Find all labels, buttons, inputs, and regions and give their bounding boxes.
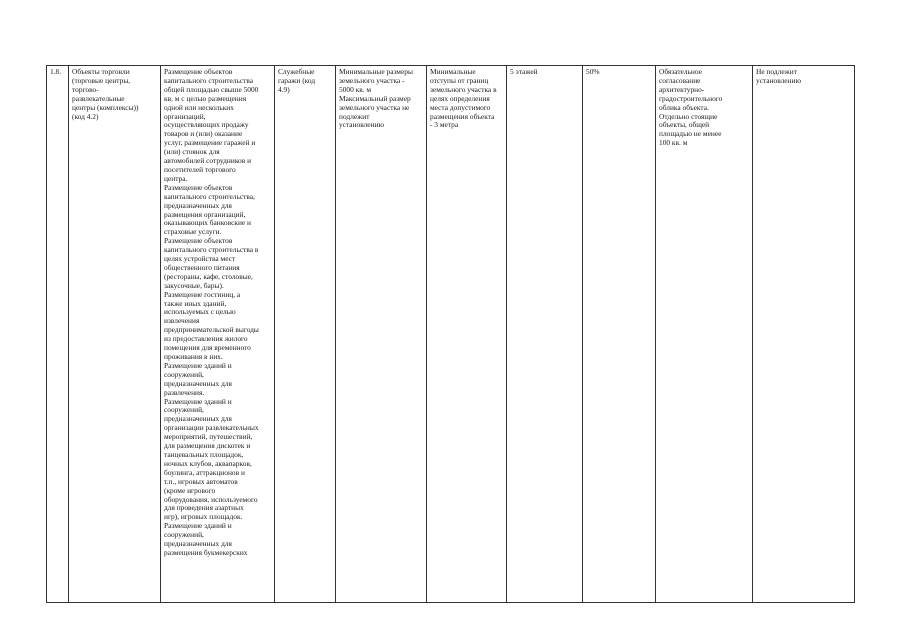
text-line: Обязательное: [659, 67, 702, 76]
text-line: градостроительного: [659, 93, 723, 103]
text-line: предназначенных для: [164, 200, 232, 210]
text-line: (кроме игрового: [164, 485, 216, 495]
text-line: сооружений,: [164, 530, 204, 540]
text-line: облика объекта.: [659, 102, 709, 112]
text-line: 50%: [586, 67, 600, 76]
text-line: (торговые центры,: [72, 75, 131, 85]
restrictions-cell: [753, 66, 855, 603]
text-line: боулинга, аттракционов и: [164, 467, 245, 477]
plot-size-cell: [336, 66, 427, 603]
text-line: посетителей торгового: [164, 164, 236, 174]
max-floors-cell: [507, 66, 583, 603]
text-line: оказывающих банковские и: [164, 218, 251, 228]
text-line: установлению: [339, 120, 385, 130]
plot-size-text: [339, 68, 424, 130]
text-line: Размещение зданий и: [164, 360, 232, 370]
text-line: предназначенных для: [164, 378, 232, 388]
text-line: 5000 кв. м: [339, 84, 372, 94]
text-line: для размещения дискотек и: [164, 441, 251, 451]
text-line: используемых с целью: [164, 307, 236, 317]
text-line: оборудования, используемого: [164, 494, 258, 504]
text-line: одной или нескольких: [164, 102, 234, 112]
other-params-text: [659, 68, 750, 148]
text-line: места допустимого: [430, 102, 491, 112]
auxiliary-use-cell: [275, 66, 336, 603]
text-line: земельного участка -: [339, 75, 405, 85]
text-line: 4.9): [278, 84, 290, 94]
text-line: проживания в них.: [164, 352, 223, 361]
description-cell: [161, 66, 275, 603]
restrictions-text: [756, 68, 852, 86]
text-line: Размещение объектов: [164, 67, 233, 76]
text-line: помещения для временного: [164, 343, 251, 353]
text-line: капитального строительства в: [164, 245, 259, 255]
text-line: предназначенных для: [164, 539, 232, 549]
text-line: земельного участка в: [430, 84, 497, 94]
text-line: сооружений,: [164, 369, 204, 379]
text-line: Объекты торговли: [72, 67, 130, 76]
text-line: Размещение зданий и: [164, 521, 232, 531]
text-line: автомобилей сотрудников и: [164, 156, 252, 166]
text-line: площадью не менее: [659, 129, 722, 139]
object-type-cell: [69, 66, 161, 603]
text-line: Отдельно стоящие: [659, 111, 718, 121]
text-line: Служебные: [278, 67, 315, 76]
text-line: размещения организаций,: [164, 209, 246, 219]
text-line: развлекательные: [72, 93, 125, 103]
text-line: извлечения: [164, 316, 200, 326]
other-params-cell: [656, 66, 753, 603]
text-line: Минимальные: [430, 67, 476, 76]
text-line: согласование: [659, 75, 701, 85]
text-line: развлечения.: [164, 387, 205, 397]
text-line: Максимальный размер: [339, 93, 411, 103]
max-floors-text: [510, 68, 580, 77]
text-line: капитального строительства: [164, 75, 254, 85]
text-line: 5 этажей: [510, 67, 538, 76]
text-line: объекты, общей: [659, 120, 710, 130]
setbacks-text: [430, 68, 504, 130]
text-line: размещения объекта: [430, 111, 495, 121]
text-line: мероприятий, путешествий,: [164, 432, 253, 442]
text-line: предназначенных для: [164, 414, 232, 424]
text-line: целях устройства мест: [164, 254, 236, 264]
coverage-text: [586, 68, 653, 77]
text-line: земельного участка не: [339, 102, 410, 112]
text-line: танцевальных площадок,: [164, 449, 244, 459]
text-line: страховые услуги.: [164, 227, 222, 237]
row-number: 1.8.: [50, 67, 62, 76]
text-line: торгово-: [72, 84, 99, 94]
setbacks-cell: [427, 66, 507, 603]
text-line: Размещение объектов: [164, 236, 233, 246]
text-line: игр), игровых площадок.: [164, 512, 243, 522]
text-line: предпринимательской выгоды: [164, 325, 259, 335]
text-line: (код 4.2): [72, 111, 99, 121]
text-line: капитального строительства,: [164, 191, 255, 201]
text-line: т.п., игровых автоматов: [164, 476, 238, 486]
text-line: ночных клубов, аквапарков,: [164, 458, 252, 468]
text-line: Минимальные размеры: [339, 67, 413, 76]
text-line: Не подлежит: [756, 67, 797, 76]
text-line: организации развлекательных: [164, 423, 259, 433]
auxiliary-use-text: [278, 68, 333, 95]
object-type-text: [72, 68, 158, 121]
text-line: товаров и (или) оказание: [164, 129, 243, 139]
text-line: подлежит: [339, 111, 370, 121]
text-line: центры (комплексы)): [72, 102, 139, 112]
text-line: архитектурно-: [659, 84, 705, 94]
table-row: [47, 66, 855, 603]
row-number-cell: [47, 66, 69, 603]
text-line: общей площадью свыше 5000: [164, 84, 259, 94]
text-line: 100 кв. м: [659, 138, 688, 148]
text-line: (или) стоянок для: [164, 147, 220, 157]
coverage-cell: [583, 66, 656, 603]
text-line: - 3 метра: [430, 120, 459, 130]
text-line: общественного питания: [164, 262, 240, 272]
text-line: осуществляющих продажу: [164, 120, 249, 130]
text-line: Размещение гостиниц, а: [164, 289, 241, 299]
text-line: для проведения азартных: [164, 503, 244, 513]
text-line: (рестораны, кафе, столовые,: [164, 271, 253, 281]
text-line: из предоставления жилого: [164, 334, 248, 344]
text-line: отступы от границ: [430, 75, 489, 85]
text-line: центра.: [164, 173, 188, 183]
zoning-table: [46, 65, 855, 603]
text-line: закусочные, бары).: [164, 280, 224, 290]
text-line: целях определения: [430, 93, 490, 103]
text-line: гаражи (код: [278, 75, 316, 85]
text-line: сооружений,: [164, 405, 204, 415]
text-line: Размещение объектов: [164, 182, 233, 192]
text-line: организаций,: [164, 111, 206, 121]
text-line: также иных зданий,: [164, 298, 227, 308]
text-line: установлению: [756, 75, 802, 85]
text-line: Размещение зданий и: [164, 396, 232, 406]
text-line: услуг, размещение гаражей и: [164, 138, 256, 148]
text-line: кв. м с целью размещения: [164, 93, 247, 103]
description-text: [164, 68, 272, 558]
text-line: размещения букмекерских: [164, 547, 248, 557]
